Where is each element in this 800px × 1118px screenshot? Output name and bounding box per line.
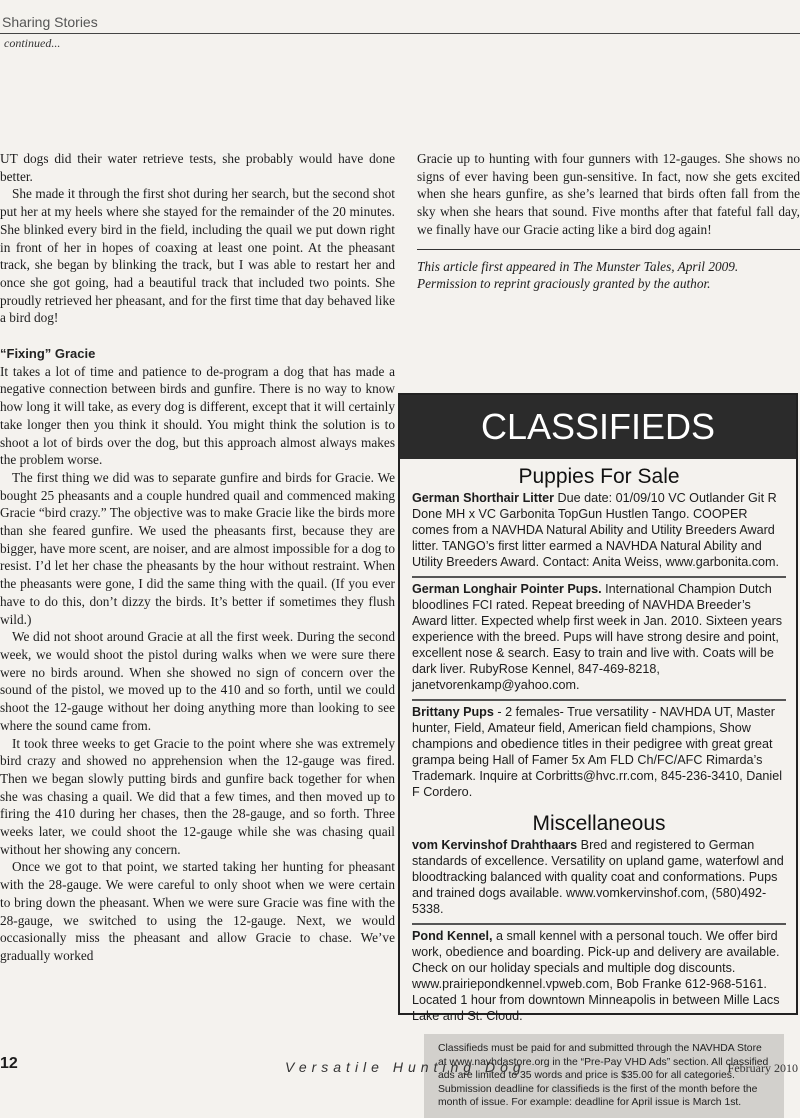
ad-text: a small kennel with a personal touch. We offer bird work, obedience and boarding. Pick-up and delivery are available. Check on our holiday specials and multiple dog discounts. www.prairiepondkennel.vpweb.com, Bob Franke 612-968-5161. Located 1 hour from downtown Minneapolis in between Mille Lacs Lake and St. Cloud. (412, 929, 780, 1023)
classifieds-body (400, 465, 796, 1030)
article-right-column (417, 150, 800, 293)
classified-ad (412, 704, 786, 806)
article-paragraph: Once we got to that point, we started taking her hunting for pheasant with the 28-gauge. We were careful to only shoot when we were certain to bring down the pheasant. When we were sure Gracie was fine with the 28-gauge, we switched to using the 12-gauge. Next, we would occasionally miss the pheasant and allow Gracie to chase. We’ve gradually worked (0, 859, 395, 963)
article-credit: This article first appeared in The Munster Tales, April 2009. Permission to reprint graciously granted by the author. (417, 258, 739, 292)
ad-text: - 2 females- True versatility - NAVHDA UT, Master hunter, Field, Amateur field, American field champions, Show champions and obedience titles in their pedigree with great great grampa being Hall of Famer 5x Am FLD Ch/FC/AFC Rimarda’s Trademark. Inquire at Corbritts@hvc.rr.com, 845-236-3410, Daniel F Cordero. (412, 705, 782, 799)
puppies-heading: Puppies For Sale (518, 465, 680, 488)
article-end-rule (417, 249, 800, 250)
classifieds-banner: CLASSIFIEDS (400, 395, 796, 459)
ad-title: German Longhair Pointer Pups. (412, 582, 602, 596)
issue-date: February 2010 (727, 1061, 798, 1075)
page-header (0, 0, 800, 60)
misc-heading: Miscellaneous (532, 812, 666, 835)
classified-ad (412, 837, 786, 925)
article-paragraph: She made it through the first shot during her search, but the second shot put her at my heels where she stayed for the remainder of the 20 minutes. She blinked every bird in the field, including the quail we put down right in front of her in hopes of coaxing at least one point. At the pheasant track, she began by blinking the track, but I was able to restart her and once she got going, had a beautiful track that included two points. She proudly retrieved her pheasant, and for the first time that day behaved like a bird dog! (0, 186, 395, 326)
ad-text: Bred and registered to German standards of excellence. Versatility on upland game, waterfowl and bloodtracking balanced with quality coat and conformations. Pups and trained dogs available. www.vomkervinshof.com, (580)492-5338. (412, 838, 784, 916)
magazine-title: Versatile Hunting Dog (285, 1059, 526, 1075)
ad-text: Due date: 01/09/10 VC Outlander Git R Done MH x VC Garbonita TopGun Hustlen Tango. COOPER comes from a NAVHDA Natural Ability and Utility Breeders Award litter. TANGO’s first litter earmed a NAVHDA Natural Ability and Utility Breeders Award. Contact: Anita Weiss, www.garbonita.com. (412, 491, 780, 569)
continued-label: continued... (4, 36, 61, 50)
ad-title: Pond Kennel, (412, 929, 493, 943)
page-number: 12 (0, 1055, 18, 1072)
article-subhead: “Fixing” Gracie (0, 346, 96, 362)
article-paragraph: The first thing we did was to separate gunfire and birds for Gracie. We bought 25 pheasants and a couple hundred quail and commenced making Gracie “bird crazy.” The objective was to make Gracie like the birds more than she feared gunfire. We used the pheasants first, because they are bigger, have more scent, are noiser, and are almost impossible for a dog to resist. I’d let her chase the pheasants by the hour without restraint. When the pheasants were gone, I did the same thing with the quail. (If you ever have to do this, don’t dizzy the birds. It’s better if sometimes they flush wild.) (0, 469, 395, 627)
section-title: Sharing Stories (2, 14, 98, 30)
classified-ad (412, 928, 786, 1030)
ad-title: German Shorthair Litter (412, 491, 555, 505)
classified-ad (412, 581, 786, 701)
page-footer (0, 1053, 800, 1077)
ad-text: International Champion Dutch bloodlines FCI rated. Repeat breeding of NAVHDA Breeder’s Award litter. Expected whelp first week in Jan. 2010. Sixteen years experience with the breed. Pups will have strong desire and point, excellent nose & search. Easy to train and live with. Coats will be dark liver. RubyRose Kennel, 847-469-8218, janetvorenkamp@yahoo.com. (412, 582, 783, 692)
article-paragraph: UT dogs did their water retrieve tests, she probably would have done better. (0, 151, 395, 184)
classified-ad (412, 490, 786, 578)
header-rule (0, 33, 800, 34)
ad-title: vom Kervinshof Drahthaars (412, 838, 578, 852)
article-left-column (0, 150, 395, 965)
classifieds-notice: Classifieds must be paid for and submitted through the NAVHDA Store at www.navhdastore.org in the “Pre-Pay VHD Ads” section. All classified ads are limited to 35 words and price is $35.00 for all categories. Submission deadline for classifieds is the first of the month before the month of issue. For example: deadline for April issue is March 1st. (424, 1034, 784, 1118)
article-paragraph: It took three weeks to get Gracie to the point where she was extremely bird crazy and showed no apprehension when the 12-gauge was fired. Then we began slowly putting birds and gunfire back together for when she was chasing a quail. We did that a few times, and then moved up to firing the 410 during her chases, then the 28-gauge, and so forth. Three weeks later, we could shoot the 12-gauge while she was chasing quail without her showing any concern. (0, 735, 395, 857)
article-paragraph: Gracie up to hunting with four gunners with 12-gauges. She shows no signs of ever having been gun-sensitive. In fact, now she gets excited when she hears gunfire, as she’s learned that birds often fall from the sky when she hears that sound. Five months after that fateful fall day, we finally have our Gracie acting like a bird dog again! (417, 151, 800, 237)
ad-title: Brittany Pups (412, 705, 494, 719)
article-paragraph: We did not shoot around Gracie at all the first week. During the second week, we would shoot the pistol during walks when we were sure there were no birds around. When she showed no sign of concern over the sound of the pistol, we moved up to the 410 and so forth, until we could shoot the 12-gauge without her doing anything more than looking to see where the sound came from. (0, 629, 395, 733)
article-paragraph: It takes a lot of time and patience to de-program a dog that has made a negative connection between birds and gunfire. There is no way to know how long it will take, as every dog is different, except that it will certainly take longer then you think it should. You might think the solution is to shoot a lot of birds over the dog, but this approach almost always makes the problem worse. (0, 363, 395, 468)
